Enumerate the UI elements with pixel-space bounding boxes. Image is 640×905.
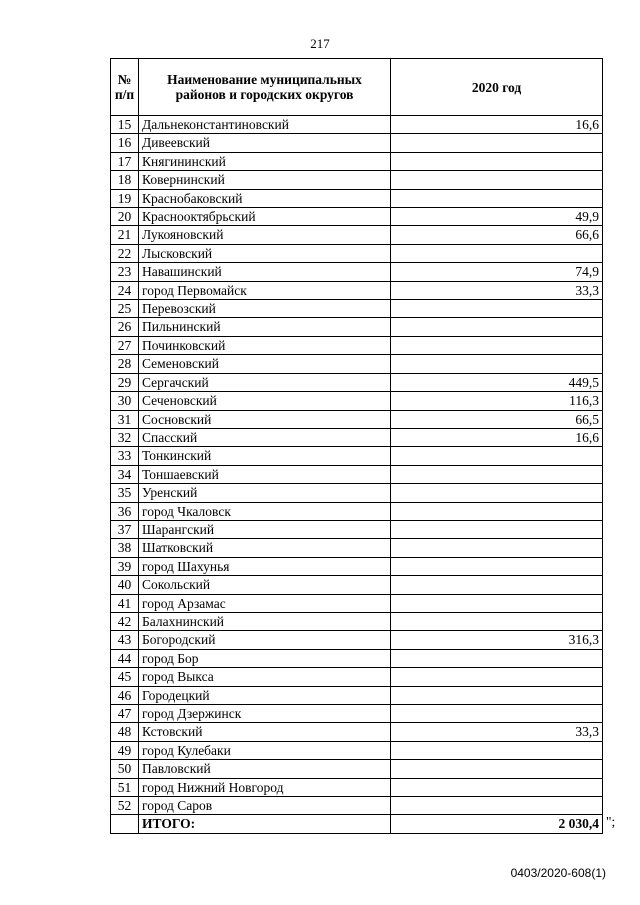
table-header-row	[111, 59, 603, 116]
row-name: Краснобаковский	[139, 189, 391, 207]
row-num: 17	[111, 152, 139, 170]
row-num: 39	[111, 557, 139, 575]
table-row	[111, 447, 603, 465]
row-value	[391, 649, 603, 667]
row-value	[391, 484, 603, 502]
row-num: 25	[111, 300, 139, 318]
row-num: 42	[111, 612, 139, 630]
table-row	[111, 797, 603, 815]
row-name: Краснооктябрьский	[139, 208, 391, 226]
row-value: 49,9	[391, 208, 603, 226]
total-value: 2 030,4	[391, 815, 603, 833]
row-value	[391, 778, 603, 796]
table-row	[111, 576, 603, 594]
row-num: 22	[111, 244, 139, 262]
table-row	[111, 281, 603, 299]
row-num: 26	[111, 318, 139, 336]
closing-quote-mark: ";	[606, 814, 616, 829]
row-value	[391, 705, 603, 723]
row-num: 40	[111, 576, 139, 594]
row-value	[391, 134, 603, 152]
allocation-table	[110, 58, 603, 834]
row-name: Княгининский	[139, 152, 391, 170]
row-value	[391, 797, 603, 815]
total-num-cell	[111, 815, 139, 833]
table-row	[111, 116, 603, 134]
row-name: Пильнинский	[139, 318, 391, 336]
row-value	[391, 760, 603, 778]
row-value: 33,3	[391, 723, 603, 741]
row-value	[391, 502, 603, 520]
row-name: город Бор	[139, 649, 391, 667]
row-value	[391, 668, 603, 686]
row-value	[391, 152, 603, 170]
row-value: 33,3	[391, 281, 603, 299]
document-code: 0403/2020-608(1)	[510, 866, 606, 880]
row-name: Семеновский	[139, 355, 391, 373]
header-num: № п/п	[111, 59, 139, 116]
row-num: 46	[111, 686, 139, 704]
row-name: Городецкий	[139, 686, 391, 704]
table-row	[111, 557, 603, 575]
table-row	[111, 668, 603, 686]
row-value	[391, 336, 603, 354]
row-name: Навашинский	[139, 263, 391, 281]
row-value	[391, 465, 603, 483]
row-name: Уренский	[139, 484, 391, 502]
row-value	[391, 520, 603, 538]
table-row	[111, 134, 603, 152]
row-num: 20	[111, 208, 139, 226]
table-row	[111, 612, 603, 630]
row-name: город Чкаловск	[139, 502, 391, 520]
total-row	[111, 815, 603, 833]
table-row	[111, 428, 603, 446]
row-num: 38	[111, 539, 139, 557]
row-name: Ковернинский	[139, 171, 391, 189]
table-row	[111, 631, 603, 649]
table-row	[111, 171, 603, 189]
table-row	[111, 152, 603, 170]
table-row	[111, 539, 603, 557]
row-num: 43	[111, 631, 139, 649]
row-value: 66,6	[391, 226, 603, 244]
table-row	[111, 760, 603, 778]
row-name: Сергачский	[139, 373, 391, 391]
row-num: 24	[111, 281, 139, 299]
row-name: Тонкинский	[139, 447, 391, 465]
row-name: Дальнеконстантиновский	[139, 116, 391, 134]
row-value	[391, 557, 603, 575]
row-num: 19	[111, 189, 139, 207]
table-row	[111, 189, 603, 207]
row-name: Сосновский	[139, 410, 391, 428]
row-num: 41	[111, 594, 139, 612]
page-number: 217	[310, 36, 330, 51]
row-name: Павловский	[139, 760, 391, 778]
row-value: 116,3	[391, 392, 603, 410]
row-num: 27	[111, 336, 139, 354]
row-num: 18	[111, 171, 139, 189]
row-name: Дивеевский	[139, 134, 391, 152]
row-name: город Дзержинск	[139, 705, 391, 723]
table-row	[111, 741, 603, 759]
row-num: 44	[111, 649, 139, 667]
table-row	[111, 520, 603, 538]
row-name: Починковский	[139, 336, 391, 354]
table-row	[111, 208, 603, 226]
row-name: город Шахунья	[139, 557, 391, 575]
header-name: Наименование муниципальных районов и городских округов	[139, 59, 391, 116]
table-row	[111, 723, 603, 741]
row-name: Сеченовский	[139, 392, 391, 410]
row-num: 49	[111, 741, 139, 759]
table-row	[111, 300, 603, 318]
row-name: город Арзамас	[139, 594, 391, 612]
row-num: 45	[111, 668, 139, 686]
row-num: 21	[111, 226, 139, 244]
row-name: город Саров	[139, 797, 391, 815]
row-num: 51	[111, 778, 139, 796]
row-value	[391, 244, 603, 262]
table-row	[111, 594, 603, 612]
row-num: 48	[111, 723, 139, 741]
table-row	[111, 226, 603, 244]
header-year: 2020 год	[391, 59, 603, 116]
row-num: 16	[111, 134, 139, 152]
row-name: Шатковский	[139, 539, 391, 557]
row-num: 36	[111, 502, 139, 520]
table-row	[111, 686, 603, 704]
row-value	[391, 576, 603, 594]
row-value: 66,5	[391, 410, 603, 428]
row-num: 37	[111, 520, 139, 538]
table-row	[111, 373, 603, 391]
row-name: Тоншаевский	[139, 465, 391, 483]
row-value: 449,5	[391, 373, 603, 391]
table-row	[111, 502, 603, 520]
row-value	[391, 539, 603, 557]
table-row	[111, 244, 603, 262]
row-value	[391, 171, 603, 189]
row-value	[391, 300, 603, 318]
row-num: 47	[111, 705, 139, 723]
row-value	[391, 447, 603, 465]
row-name: Кстовский	[139, 723, 391, 741]
table-row	[111, 392, 603, 410]
row-value	[391, 594, 603, 612]
row-name: город Выкса	[139, 668, 391, 686]
row-name: Шарангский	[139, 520, 391, 538]
table-row	[111, 263, 603, 281]
row-name: Перевозский	[139, 300, 391, 318]
total-label: ИТОГО:	[139, 815, 391, 833]
row-num: 35	[111, 484, 139, 502]
row-name: Спасский	[139, 428, 391, 446]
table-row	[111, 410, 603, 428]
table-row	[111, 778, 603, 796]
row-value: 74,9	[391, 263, 603, 281]
row-num: 31	[111, 410, 139, 428]
row-num: 32	[111, 428, 139, 446]
row-name: Лукояновский	[139, 226, 391, 244]
row-num: 23	[111, 263, 139, 281]
row-name: Богородский	[139, 631, 391, 649]
row-value	[391, 355, 603, 373]
row-name: город Первомайск	[139, 281, 391, 299]
row-name: Сокольский	[139, 576, 391, 594]
row-num: 30	[111, 392, 139, 410]
row-name: Лысковский	[139, 244, 391, 262]
row-value	[391, 612, 603, 630]
table-row	[111, 649, 603, 667]
row-num: 29	[111, 373, 139, 391]
row-value: 16,6	[391, 428, 603, 446]
table-row	[111, 705, 603, 723]
table-row	[111, 484, 603, 502]
row-value	[391, 741, 603, 759]
row-name: город Кулебаки	[139, 741, 391, 759]
row-num: 52	[111, 797, 139, 815]
row-num: 33	[111, 447, 139, 465]
row-value	[391, 686, 603, 704]
row-num: 34	[111, 465, 139, 483]
table-row	[111, 336, 603, 354]
row-value	[391, 189, 603, 207]
table-row	[111, 355, 603, 373]
row-value: 16,6	[391, 116, 603, 134]
row-num: 28	[111, 355, 139, 373]
row-num: 50	[111, 760, 139, 778]
row-name: город Нижний Новгород	[139, 778, 391, 796]
table-row	[111, 465, 603, 483]
row-name: Балахнинский	[139, 612, 391, 630]
table-row	[111, 318, 603, 336]
row-num: 15	[111, 116, 139, 134]
row-value	[391, 318, 603, 336]
row-value: 316,3	[391, 631, 603, 649]
